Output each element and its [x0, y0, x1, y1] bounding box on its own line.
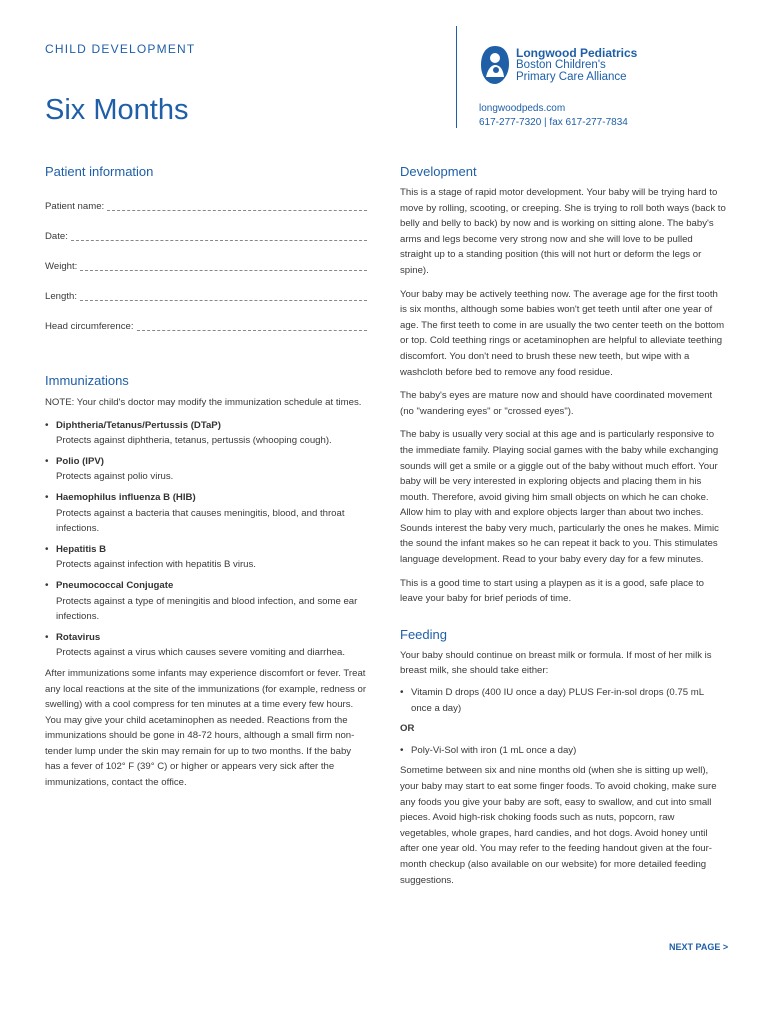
vaccine-desc: Protects against polio virus. [56, 471, 174, 483]
kicker: CHILD DEVELOPMENT [45, 42, 196, 56]
list-item [45, 454, 367, 485]
vaccine-name: • Pneumococcal Conjugate [56, 579, 174, 591]
list-item [45, 578, 367, 625]
vaccine-name: • Rotavirus [56, 631, 101, 643]
head-circumference-field[interactable] [45, 321, 367, 351]
left-column [45, 164, 367, 791]
org-logo [479, 44, 637, 86]
next-page-link[interactable]: NEXT PAGE > [669, 942, 729, 952]
vaccine-desc: Protects against a virus which causes severe vomiting and diarrhea. [56, 647, 346, 659]
vaccine-desc: Protects against a type of meningitis and blood infection, and some ear infections. [56, 595, 358, 623]
feeding-options [400, 685, 726, 716]
development-heading: Development [400, 164, 477, 179]
immunization-note: NOTE: Your child's doctor may modify the immunization schedule at times. [45, 397, 362, 408]
development-paragraph: Your baby may be actively teething now. The average age for the first tooth is six months, although some babies won't get teeth until after one year of age. The first teeth to come in are usually the two center teeth on the bottom or top. Cold teething rings or acetaminophen are helpful to alleviate teething discomfort. You don't need to brush these new teeth, but wipe with a washcloth before bed to remove any food residue. [400, 288, 725, 378]
feeding-heading: Feeding [400, 626, 447, 642]
list-item [400, 743, 726, 759]
field-label: Date: [45, 231, 68, 242]
field-label: Weight: [45, 261, 78, 272]
list-item [45, 418, 367, 449]
development-paragraph: This is a stage of rapid motor development. Your baby will be trying hard to move by rolling, scooting, or creeping. She is trying to roll both ways (back to belly and belly to back) by now and is working on sitting alone. The baby's arms and legs become very strong now and she will love to be pulled straight up to a standing position (this will not hurt or deform the legs or spine). [400, 187, 726, 276]
field-label: Head circumference: [45, 321, 134, 332]
weight-field[interactable] [45, 261, 367, 291]
list-item [45, 542, 367, 573]
immunization-list [45, 418, 367, 661]
org-line-2: Boston Children's [516, 59, 606, 71]
field-line[interactable] [107, 201, 367, 211]
feeding-option: • Vitamin D drops (400 IU once a day) PLUS Fer-in-sol drops (0.75 mL once a day) [411, 687, 704, 714]
org-name: Longwood Pediatrics [516, 46, 638, 60]
phone-fax: 617-277-7320 | fax 617-277-7834 [479, 117, 628, 128]
vaccine-desc: Protects against diphtheria, tetanus, pertussis (whooping cough). [56, 435, 332, 447]
development-paragraph: This is a good time to start using a playpen as it is a good, safe place to leave your baby for brief periods of time. [400, 577, 704, 605]
after-immunizations-text: After immunizations some infants may experience discomfort or fever. Treat any local reactions at the site of the immunizations (for example, redness or swelling) with a cool compress for ten minutes at a time every few hours. You may give your child acetaminophen as needed. Reactions from the immunizations should be gone in 48-72 hours, although a small firm non-tender lump under the skin may remain for up to two months. If the baby has a fever of 102° F (39° C) or higher or appears very sick after the immunizations, contact the office. [45, 667, 367, 789]
development-paragraph: The baby's eyes are mature now and should have coordinated movement (no "wandering eyes" or "crossed eyes"). [400, 390, 713, 417]
patient-name-field[interactable] [45, 201, 367, 231]
date-field[interactable] [45, 231, 367, 261]
immunizations-heading: Immunizations [45, 373, 129, 388]
org-line-3: Primary Care Alliance [516, 71, 627, 83]
feeding-intro: Your baby should continue on breast milk or formula. If most of her milk is breast milk, she should take either: [400, 649, 712, 677]
feeding-option: • Poly-Vi-Sol with iron (1 mL once a day) [411, 744, 577, 756]
logo-mark-icon [479, 44, 511, 86]
header-divider [456, 26, 457, 128]
vaccine-desc: Protects against a bacteria that causes meningitis, blood, and throat infections. [56, 507, 345, 535]
patient-info-heading: Patient information [45, 164, 154, 179]
field-label: Length: [45, 291, 78, 302]
field-line[interactable] [71, 231, 367, 241]
development-paragraph: The baby is usually very social at this age and is particularly responsive to the immediate family. Playing social games with the baby while exchanging sounds will get a smile or a giggle out of the baby without much effort. Your baby will be very interested in exploring objects and placing them in his mouth. Therefore, avoid giving him small objects on which he can choke. Allow him to play with and explore objects larger than about two inches. Sounds interest the baby very much, particularly the ones he makes. Mimic the sound the infant makes so he can repeat it back to you. This stimulates language development. Read to your baby every day for a few minutes. [400, 429, 719, 566]
length-field[interactable] [45, 291, 367, 321]
list-item [400, 685, 726, 716]
page-title: Six Months [45, 94, 189, 126]
field-line[interactable] [80, 261, 367, 271]
field-line[interactable] [137, 321, 367, 331]
vaccine-desc: Protects against infection with hepatitis B virus. [56, 559, 256, 571]
list-item [45, 630, 367, 661]
field-label: Patient name: [45, 201, 105, 212]
vaccine-name: • Polio (IPV) [56, 455, 104, 467]
right-column [400, 164, 726, 888]
vaccine-name: • Haemophilus influenza B (HIB) [56, 491, 196, 503]
feeding-body: Sometime between six and nine months old (when she is sitting up well), your baby may start to eat some finger foods. To avoid choking, make sure any foods you give your baby are soft, easy to swallow, and cut into small pieces. Avoid high-risk choking foods such as nuts, popcorn, raw vegetables, whole grapes, hard candies, and hot dogs. Avoid honey until after one year old. You may refer to the feeding handout given at the four-month checkup (also available on our website) for more detailed feeding suggestions. [400, 765, 717, 886]
vaccine-name: • Diphtheria/Tetanus/Pertussis (DTaP) [56, 419, 221, 431]
list-item [45, 490, 367, 537]
or-label: OR [400, 723, 415, 735]
field-line[interactable] [80, 291, 367, 301]
website-link[interactable]: longwoodpeds.com [479, 103, 566, 114]
vaccine-name: • Hepatitis B [56, 543, 107, 555]
feeding-options [400, 743, 726, 759]
